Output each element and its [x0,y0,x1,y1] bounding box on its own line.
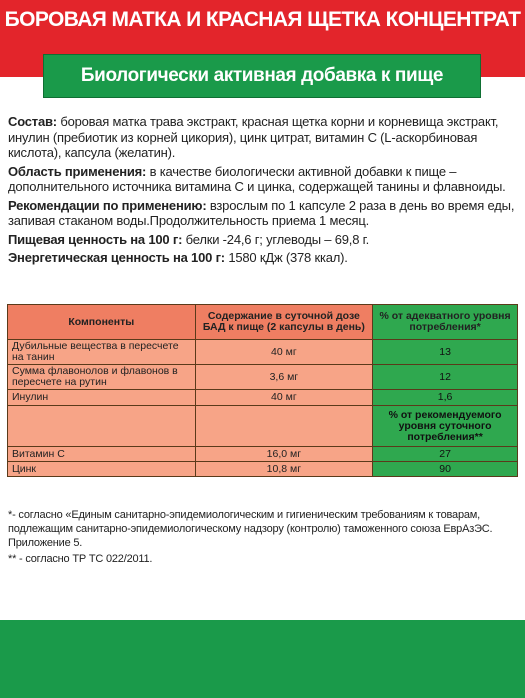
row-dose: 10,8 мг [195,462,373,477]
table-header-percent: % от адекватного уровня потребления* [373,305,518,340]
composition-text: боровая матка трава экстракт, красная щетка корни и корневища экстракт, инулин (пребиотик из корней цикория), цинк цитрат, витамин С (L-аскорбиновая кислота), капсула (желатин). [8,114,499,160]
nutrition-text: белки -24,6 г; углеводы – 69,8 г. [182,231,370,247]
description [8,114,518,269]
row-dose: 40 мг [195,390,373,406]
row-percent: 13 [373,340,518,365]
row-name: Инулин [8,390,196,406]
application-label: Область применения: [8,163,147,179]
footnote-2: ** - согласно ТР ТС 022/2011. [8,553,153,565]
nutrition-label: Пищевая ценность на 100 г: [8,231,183,247]
row-percent: 90 [373,462,518,477]
row-dose: 3,6 мг [195,365,373,390]
footnotes [8,508,520,568]
recommend-label: Рекомендации по применению: [8,197,207,213]
application [8,164,518,195]
table-row [8,390,518,406]
table-row [8,447,518,462]
composition [8,114,518,161]
recommend-text: взрослым по 1 капсуле 2 раза в день во время еды, запивая стаканом воды.Продолжительность приема 1 месяц. [8,197,515,228]
product-subtitle: Биологически активная добавка к пище [80,65,444,86]
row-dose: 16,0 мг [195,447,373,462]
table-header-dose: Содержание в суточной дозе БАД к пище (2 капсулы в день) [195,305,373,340]
energy-label: Энергетическая ценность на 100 г: [8,250,225,265]
row-percent: 27 [373,447,518,462]
table-row [8,462,518,477]
composition-label: Состав: [8,114,57,129]
row-name: Цинк [8,462,196,477]
row-name: Дубильные вещества в пересчете на танин [8,340,196,365]
table-subheader-row [8,406,518,447]
footnote-1: *- согласно «Единым санитарно-эпидемиологическим и гигиеническим требованиям к товарам, подлежащим санитарно-эпидемиологическому надзору (контролю) таможенного союза ЕврАзЭС. Приложение 5. [8,509,493,549]
row-percent: 12 [373,365,518,390]
energy-text: 1580 кДж (378 ккал). [224,250,348,265]
recommendations [8,198,518,229]
subtitle-banner [43,54,481,98]
product-title: БОРОВАЯ МАТКА И КРАСНАЯ ЩЕТКА КОНЦЕНТРАТ [4,8,521,31]
nutrition-value [8,232,518,248]
table-row [8,365,518,390]
table-row [8,340,518,365]
application-text: в качестве биологически активной добавки к пище – дополнительного источника витамина С и цинка, содержащей танины и флавноиды. [8,163,506,194]
table-header-components: Компоненты [8,305,196,340]
energy-value [8,250,518,266]
row-percent: 1,6 [373,390,518,406]
row-dose: 40 мг [195,340,373,365]
table-header-row [8,305,518,340]
row-name: Витамин С [8,447,196,462]
table-subheader-percent: % от рекомендуемого уровня суточного потребления** [373,406,518,447]
components-table [7,304,518,477]
footer-band [0,620,525,698]
row-name: Сумма флавонолов и флавонов в пересчете на рутин [8,365,196,390]
